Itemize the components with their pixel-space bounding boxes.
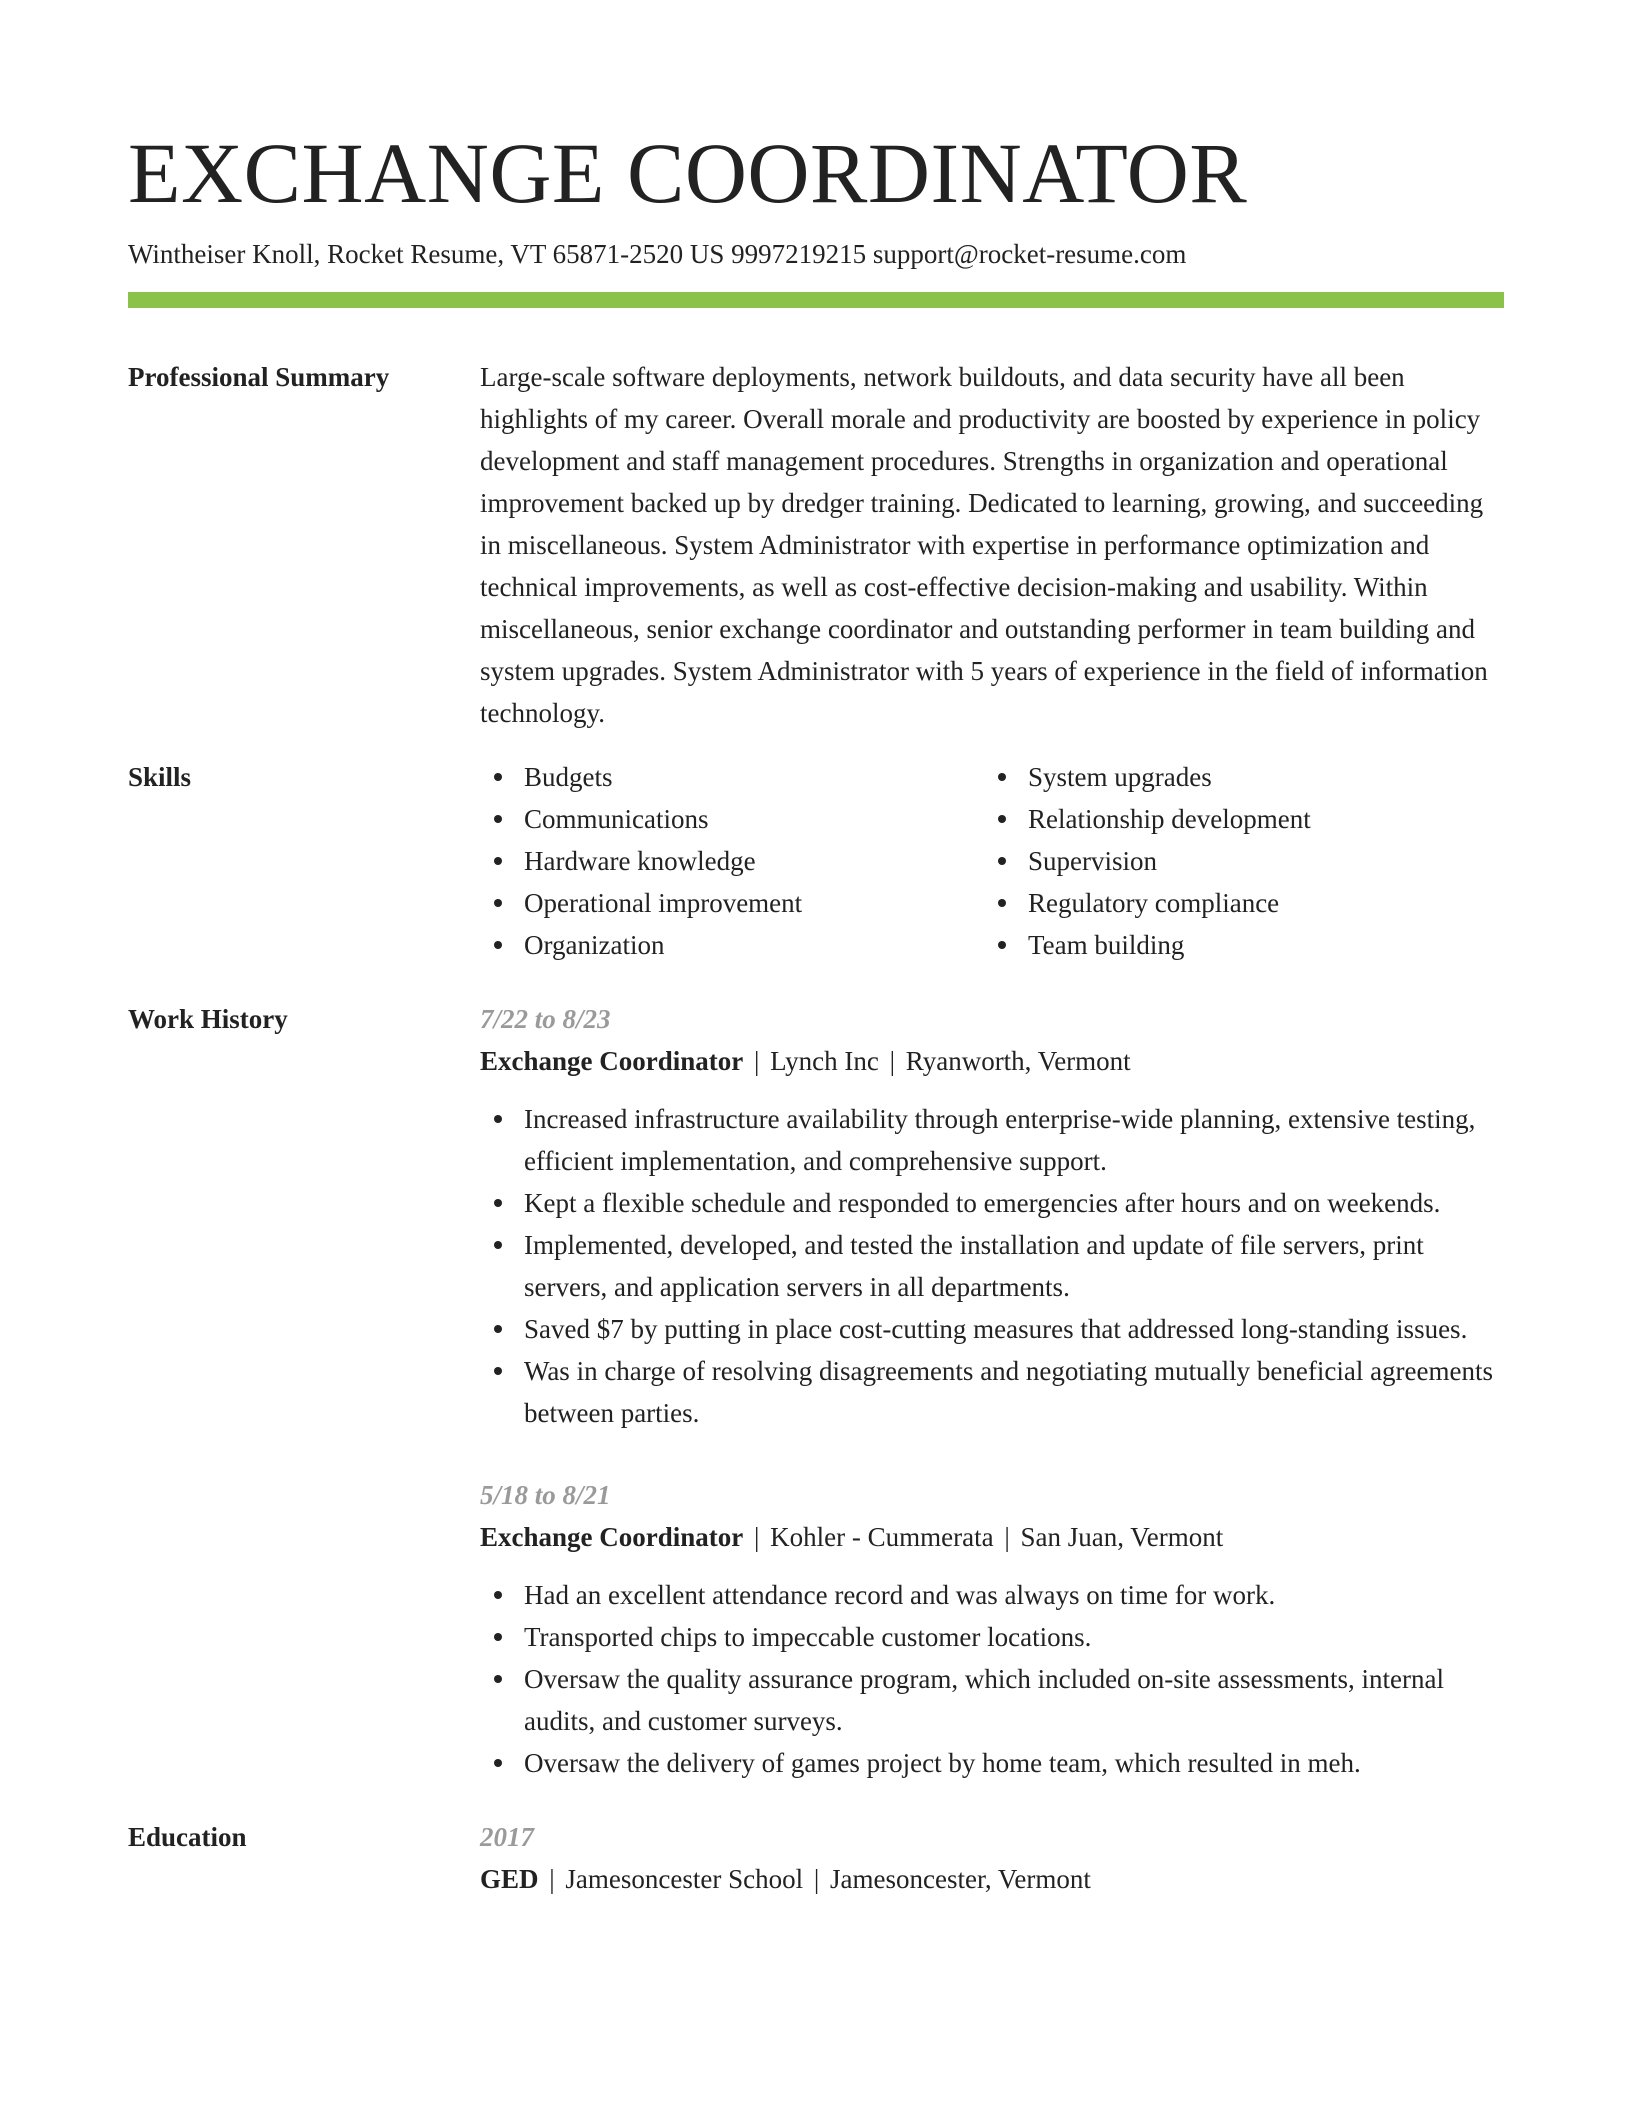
skills-column-2 [984,756,1488,966]
job-dates: 7/22 to 8/23 [480,1004,611,1035]
education-school: Jamesoncester School [565,1864,804,1895]
contact-email: support@rocket-resume.com [872,239,1187,269]
job-role: Exchange Coordinator [480,1046,744,1077]
resume-name: EXCHANGE COORDINATOR [128,125,1248,221]
skill-item: Team building [984,924,1488,966]
separator: | [754,1046,760,1077]
job-bullet: Was in charge of resolving disagreements and negotiating mutually beneficial agreements between parties. [480,1350,1504,1434]
skills-body [480,756,1504,966]
education-section [128,1816,1504,1900]
job-bullet: Saved $7 by putting in place cost-cutting measures that addressed long-standing issues. [480,1308,1504,1350]
job-bullet: Kept a flexible schedule and responded to emergencies after hours and on weekends. [480,1182,1504,1224]
job-company: Lynch Inc [770,1046,879,1077]
contact-address: Wintheiser Knoll, Rocket Resume, VT 65871-2520 US [128,239,725,269]
skill-item: Communications [480,798,984,840]
skills-section [128,756,1504,966]
header-divider [128,292,1504,308]
job-location: San Juan, Vermont [1020,1522,1224,1553]
section-label-skills: Skills [128,762,192,793]
job-dates: 5/18 to 8/21 [480,1480,611,1511]
job-entry [480,998,1504,1434]
summary-text: Large-scale software deployments, network buildouts, and data security have all been highlights of my career. Overall morale and productivity are boosted by experience in policy development and staff management procedures. Strengths in organization and operational improvement backed up by dredger training. Dedicated to learning, growing, and succeeding in miscellaneous. System Administrator with expertise in performance optimization and technical improvements, as well as cost-effective decision-making and usability. Within miscellaneous, senior exchange coordinator and outstanding performer in team building and system upgrades. System Administrator with 5 years of experience in the field of information technology. [480,362,1488,729]
job-entry [480,1474,1504,1784]
skill-item: Budgets [480,756,984,798]
job-title-line [480,1040,1504,1082]
contact-line [128,238,1504,270]
skill-item: Relationship development [984,798,1488,840]
skill-item: Regulatory compliance [984,882,1488,924]
job-bullet: Implemented, developed, and tested the installation and update of file servers, print servers, and application servers in all departments. [480,1224,1504,1308]
job-role: Exchange Coordinator [480,1522,744,1553]
separator: | [549,1864,555,1895]
separator: | [813,1864,820,1895]
section-label-summary: Professional Summary [128,362,390,393]
education-location: Jamesoncester, Vermont [830,1864,1091,1895]
job-bullet: Had an excellent attendance record and was always on time for work. [480,1574,1504,1616]
job-bullet: Increased infrastructure availability through enterprise-wide planning, extensive testing, efficient implementation, and comprehensive support. [480,1098,1504,1182]
job-bullets [480,1574,1504,1784]
skill-item: Hardware knowledge [480,840,984,882]
section-label-education: Education [128,1822,247,1853]
job-location: Ryanworth, Vermont [905,1046,1131,1077]
summary-body [480,356,1504,734]
summary-section [128,356,1504,734]
job-bullet: Transported chips to impeccable customer locations. [480,1616,1504,1658]
separator: | [754,1522,760,1553]
job-bullets [480,1098,1504,1434]
education-title-line [480,1858,1504,1900]
job-bullet: Oversaw the delivery of games project by home team, which resulted in meh. [480,1742,1504,1784]
skill-item: System upgrades [984,756,1488,798]
education-body [480,1816,1504,1900]
skills-column-1 [480,756,984,966]
education-degree: GED [480,1864,539,1895]
separator: | [1004,1522,1010,1553]
job-title-line [480,1516,1504,1558]
separator: | [889,1046,896,1077]
section-label-work-history: Work History [128,1004,288,1035]
work-history-section [128,998,1504,1784]
job-bullet: Oversaw the quality assurance program, which included on-site assessments, internal audits, and customer surveys. [480,1658,1504,1742]
skill-item: Supervision [984,840,1488,882]
skill-item: Organization [480,924,984,966]
contact-phone: 9997219215 [731,239,867,269]
work-history-body [480,998,1504,1784]
education-year: 2017 [480,1822,534,1853]
job-company: Kohler - Cummerata [770,1522,994,1553]
skill-item: Operational improvement [480,882,984,924]
